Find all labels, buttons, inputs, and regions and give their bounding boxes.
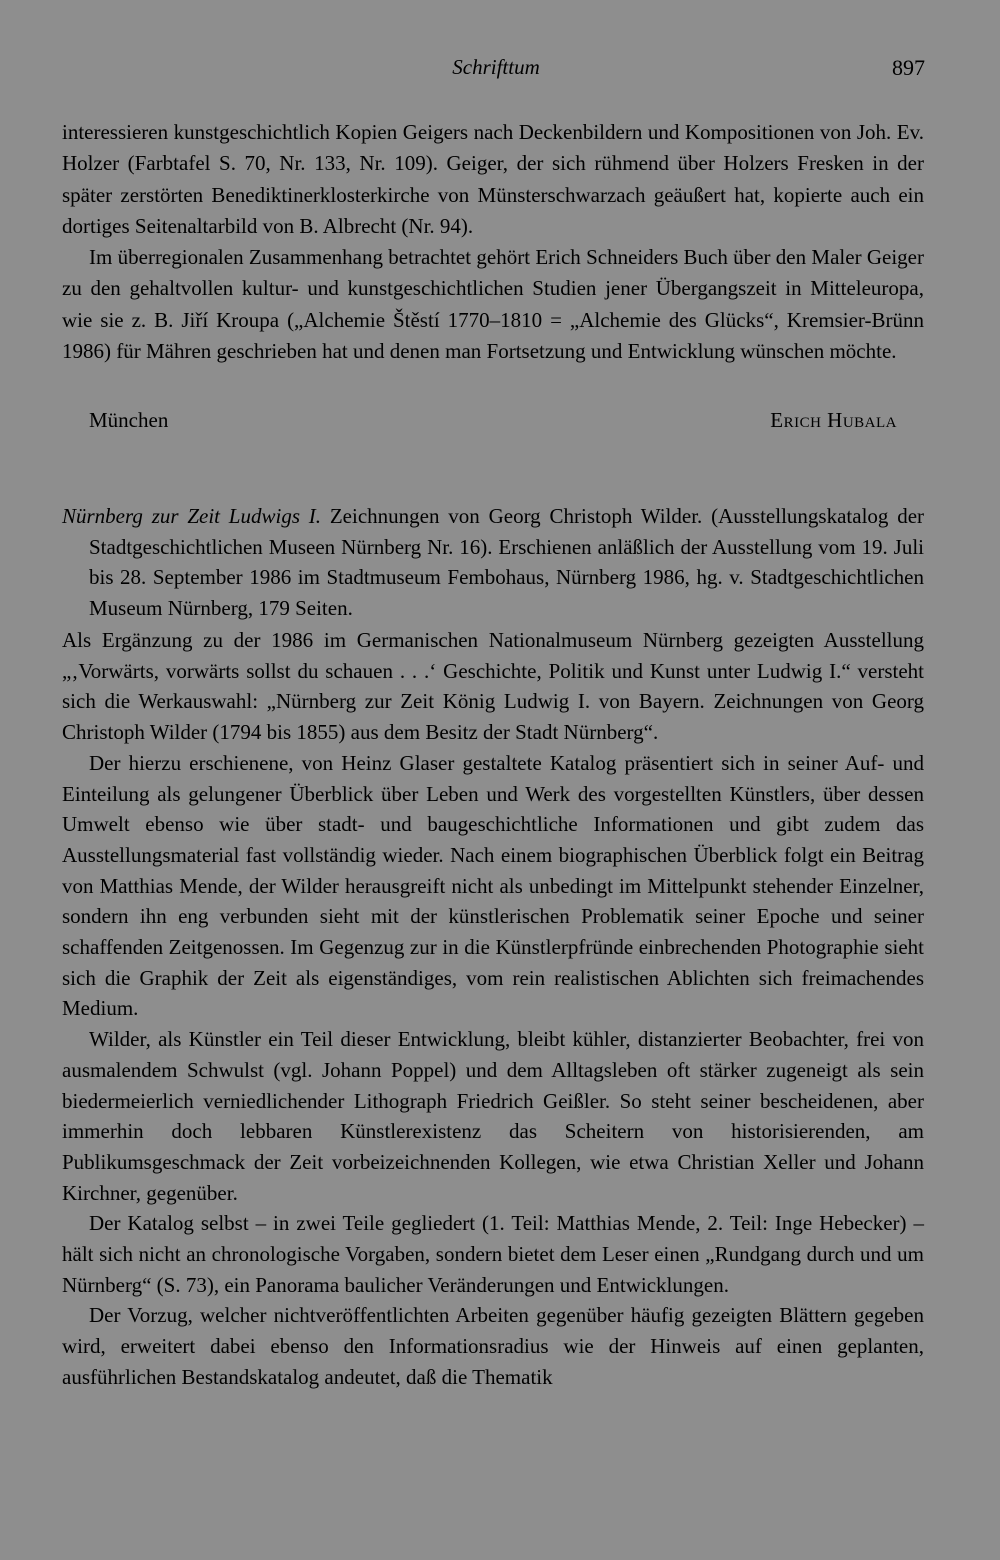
paragraph: Der Katalog selbst – in zwei Teile gegliedert (1. Teil: Matthias Mende, 2. Teil: Inge Hebecker) – hält sich nicht an chronologische Vorgaben, sondern bietet dem Leser einen „Rundgang durch und um Nürnberg“ (S. 73), ein Panorama baulicher Veränderungen und Entwicklungen. xyxy=(62,1211,924,1297)
reviewer-city: München xyxy=(89,408,169,432)
running-title: Schrifttum xyxy=(452,55,540,79)
entry-title: Nürnberg zur Zeit Ludwigs I. xyxy=(62,504,322,528)
paragraph: Der Vorzug, welcher nichtveröffentlichten Arbeiten gegenüber häufig gezeigten Blättern gegeben wird, erweitert dabei ebenso den Informationsradius wie der Hinweis auf einen geplanten, ausführlichen Bestandskatalog andeutet, daß die Thematik xyxy=(62,1303,924,1389)
paragraph: Als Ergänzung zu der 1986 im Germanischen Nationalmuseum Nürnberg gezeigten Ausstellung „‚Vorwärts, vorwärts sollst du schauen . . .‘ Geschichte, Politik und Kunst unter Ludwig I.“ versteht sich die Werkauswahl: „Nürnberg zur Zeit König Ludwig I. von Bayern. Zeichnungen von Georg Christoph Wilder (1794 bis 1855) aus dem Besitz der Stadt Nürnberg“. xyxy=(62,628,924,745)
bibliographic-entry xyxy=(62,501,924,623)
review-2-body xyxy=(62,625,924,1393)
paragraph: Im überregionalen Zusammenhang betrachtet gehört Erich Schneiders Buch über den Maler Geiger zu den gehaltvollen kultur- und kunstgeschichtlichen Studien jener Übergangszeit in Mitteleuropa, wie sie z. B. Jiří Kroupa („Alchemie Štěstí 1770–1810 = „Alchemie des Glücks“, Kremsier-Brünn 1986) für Mähren geschrieben hat und denen man Fortsetzung und Entwicklung wünschen möchte. xyxy=(62,245,924,364)
page-header xyxy=(0,55,1000,85)
review-1-body xyxy=(62,117,924,367)
entry-details: Zeichnungen von Georg Christoph Wilder. (Ausstellungskatalog der Stadtgeschichtlichen Museen Nürnberg Nr. 16). Erschienen anläßlich der Ausstellung vom 19. Juli bis 28. September 1986 im Stadtmuseum Fembohaus, Nürnberg 1986, hg. v. Stadtgeschichtlichen Museum Nürnberg, 179 Seiten. xyxy=(89,504,925,620)
paragraph: Wilder, als Künstler ein Teil dieser Entwicklung, bleibt kühler, distanzierter Beobachter, frei von ausmalendem Schwulst (vgl. Johann Poppel) und dem Alltagsleben oft stärker zugeneigt als sein biedermeierlich verniedlichender Lithograph Friedrich Geißler. So steht seiner bescheidenen, aber immerhin doch lebbaren Künstlerexistenz das Scheitern von historisierenden, am Publikumsgeschmack der Zeit vorbeizeichnenden Kollegen, wie etwa Christian Xeller und Johann Kirchner, gegenüber. xyxy=(62,1027,924,1205)
paragraph: interessieren kunstgeschichtlich Kopien Geigers nach Deckenbildern und Kompositionen von Joh. Ev. Holzer (Farbtafel S. 70, Nr. 133, Nr. 109). Geiger, der sich rühmend über Holzers Fresken in der später zerstörten Benediktinerklosterkirche von Münsterschwarzach geäußert hat, kopierte auch ein dortiges Seitenaltarbild von B. Albrecht (Nr. 94). xyxy=(62,120,924,238)
paragraph: Der hierzu erschienene, von Heinz Glaser gestaltete Katalog präsentiert sich in seiner Auf- und Einteilung als gelungener Überblick über Leben und Werk des vorgestellten Künstlers, über dessen Umwelt ebenso wie über stadt- und baugeschichtliche Informationen und gibt zudem das Ausstellungsmaterial fast vollständig wieder. Nach einem biographischen Überblick folgt ein Beitrag von Matthias Mende, der Wilder herausgreift nicht als unbedingt im Mittelpunkt stehender Einzelner, sondern ihn eng verbunden sieht mit der künstlerischen Problematik seiner Epoche und seiner schaffenden Zeitgenossen. Im Gegenzug zur in die Künstlerpfründe einbrechenden Photographie sieht sich die Graphik der Zeit als eigenständiges, vom rein realistischen Ablichten sich freimachendes Medium. xyxy=(62,750,924,1021)
reviewer-name: Erich Hubala xyxy=(770,408,897,432)
review-1-signoff xyxy=(89,404,897,436)
page-number: 897 xyxy=(892,55,925,80)
